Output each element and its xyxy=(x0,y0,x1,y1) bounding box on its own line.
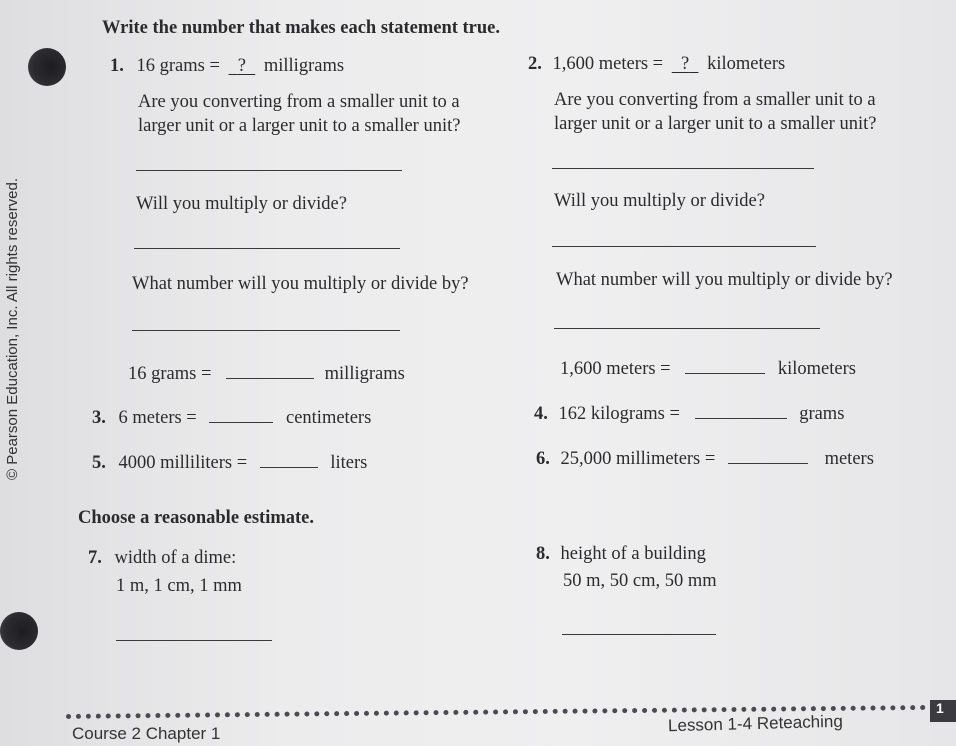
problem-5-lhs: 4000 milliliters = xyxy=(118,453,248,473)
problem-2-question-direction-line1: Are you converting from a smaller unit to a xyxy=(554,90,876,110)
problem-7-prompt xyxy=(88,548,236,569)
problem-5-number: 5. xyxy=(92,453,106,473)
binder-hole-top xyxy=(28,48,66,86)
problem-2-number: 2. xyxy=(528,54,542,74)
copyright-notice: © Pearson Education, Inc. All rights reserved. xyxy=(4,177,21,480)
problem-1-lhs: 16 grams = xyxy=(136,56,220,76)
problem-2-question-direction-line2: larger unit or a larger unit to a smaller unit? xyxy=(554,114,877,134)
problem-8-prompt xyxy=(536,544,706,565)
problem-2-question-operation: Will you multiply or divide? xyxy=(554,191,765,211)
problem-1-final-answer-line[interactable] xyxy=(226,364,314,379)
problem-8-answer-line[interactable] xyxy=(562,634,716,635)
problem-5-answer-line[interactable] xyxy=(260,453,318,468)
problem-2-lhs: 1,600 meters = xyxy=(552,54,664,74)
page-number-badge: 1 xyxy=(930,700,956,722)
problem-7-options: 1 m, 1 cm, 1 mm xyxy=(116,576,242,596)
problem-7-text: width of a dime: xyxy=(114,548,237,568)
problem-6-unit: meters xyxy=(824,449,874,469)
problem-2-answer-factor-line[interactable] xyxy=(554,328,820,329)
problem-6-answer-line[interactable] xyxy=(728,449,808,464)
problem-2-statement xyxy=(528,54,785,75)
problem-3 xyxy=(92,408,371,429)
problem-3-unit: centimeters xyxy=(286,408,372,428)
instructions-heading: Write the number that makes each statement true. xyxy=(102,18,501,38)
problem-1-question-operation: Will you multiply or divide? xyxy=(136,194,347,214)
problem-2-final-unit: kilometers xyxy=(777,359,856,379)
problem-2-unknown: ? xyxy=(681,54,690,74)
problem-6-lhs: 25,000 millimeters = xyxy=(560,449,716,469)
problem-3-number: 3. xyxy=(92,408,106,428)
problem-1-unit: milligrams xyxy=(263,56,345,76)
problem-1-unknown: ? xyxy=(237,56,246,76)
problem-1-statement xyxy=(110,56,344,77)
problem-4 xyxy=(534,404,844,425)
problem-8-options: 50 m, 50 cm, 50 mm xyxy=(563,571,717,591)
problem-1-question-factor: What number will you multiply or divide by? xyxy=(132,274,469,294)
binder-hole-bottom xyxy=(0,612,38,650)
problem-2-final xyxy=(560,359,856,380)
problem-5 xyxy=(92,453,367,474)
estimate-heading: Choose a reasonable estimate. xyxy=(78,508,315,528)
problem-6-number: 6. xyxy=(536,449,550,469)
problem-2-question-factor: What number will you multiply or divide by? xyxy=(556,270,893,290)
problem-1-answer-direction-line[interactable] xyxy=(136,170,402,171)
problem-2-unit: kilometers xyxy=(707,54,786,74)
problem-1-answer-operation-line[interactable] xyxy=(134,248,400,249)
problem-6 xyxy=(536,449,874,470)
problem-2-final-answer-line[interactable] xyxy=(685,359,765,374)
footer-lesson: Lesson 1-4 Reteaching xyxy=(667,711,844,736)
problem-1-question-direction-line2: larger unit or a larger unit to a smaller unit? xyxy=(138,116,461,136)
problem-7-answer-line[interactable] xyxy=(116,640,272,641)
problem-1-final xyxy=(128,364,405,385)
problem-5-unit: liters xyxy=(330,453,368,473)
problem-4-lhs: 162 kilograms = xyxy=(558,404,680,424)
problem-2-answer-operation-line[interactable] xyxy=(552,246,816,247)
problem-7-number: 7. xyxy=(88,548,102,568)
problem-4-number: 4. xyxy=(534,404,548,424)
footer-course: Course 2 Chapter 1 xyxy=(72,724,221,743)
problem-1-final-lhs: 16 grams = xyxy=(128,364,212,384)
problem-4-answer-line[interactable] xyxy=(695,404,787,419)
problem-4-unit: grams xyxy=(799,404,845,424)
problem-8-number: 8. xyxy=(536,544,550,564)
problem-2-final-lhs: 1,600 meters = xyxy=(560,359,671,379)
problem-3-lhs: 6 meters = xyxy=(118,408,197,428)
problem-1-question-direction-line1: Are you converting from a smaller unit to a xyxy=(138,92,460,112)
problem-1-answer-factor-line[interactable] xyxy=(132,330,400,331)
problem-3-answer-line[interactable] xyxy=(209,408,273,423)
problem-1-number: 1. xyxy=(110,56,124,76)
problem-2-answer-direction-line[interactable] xyxy=(552,168,814,169)
problem-8-text: height of a building xyxy=(560,544,706,564)
problem-1-final-unit: milligrams xyxy=(324,364,405,384)
